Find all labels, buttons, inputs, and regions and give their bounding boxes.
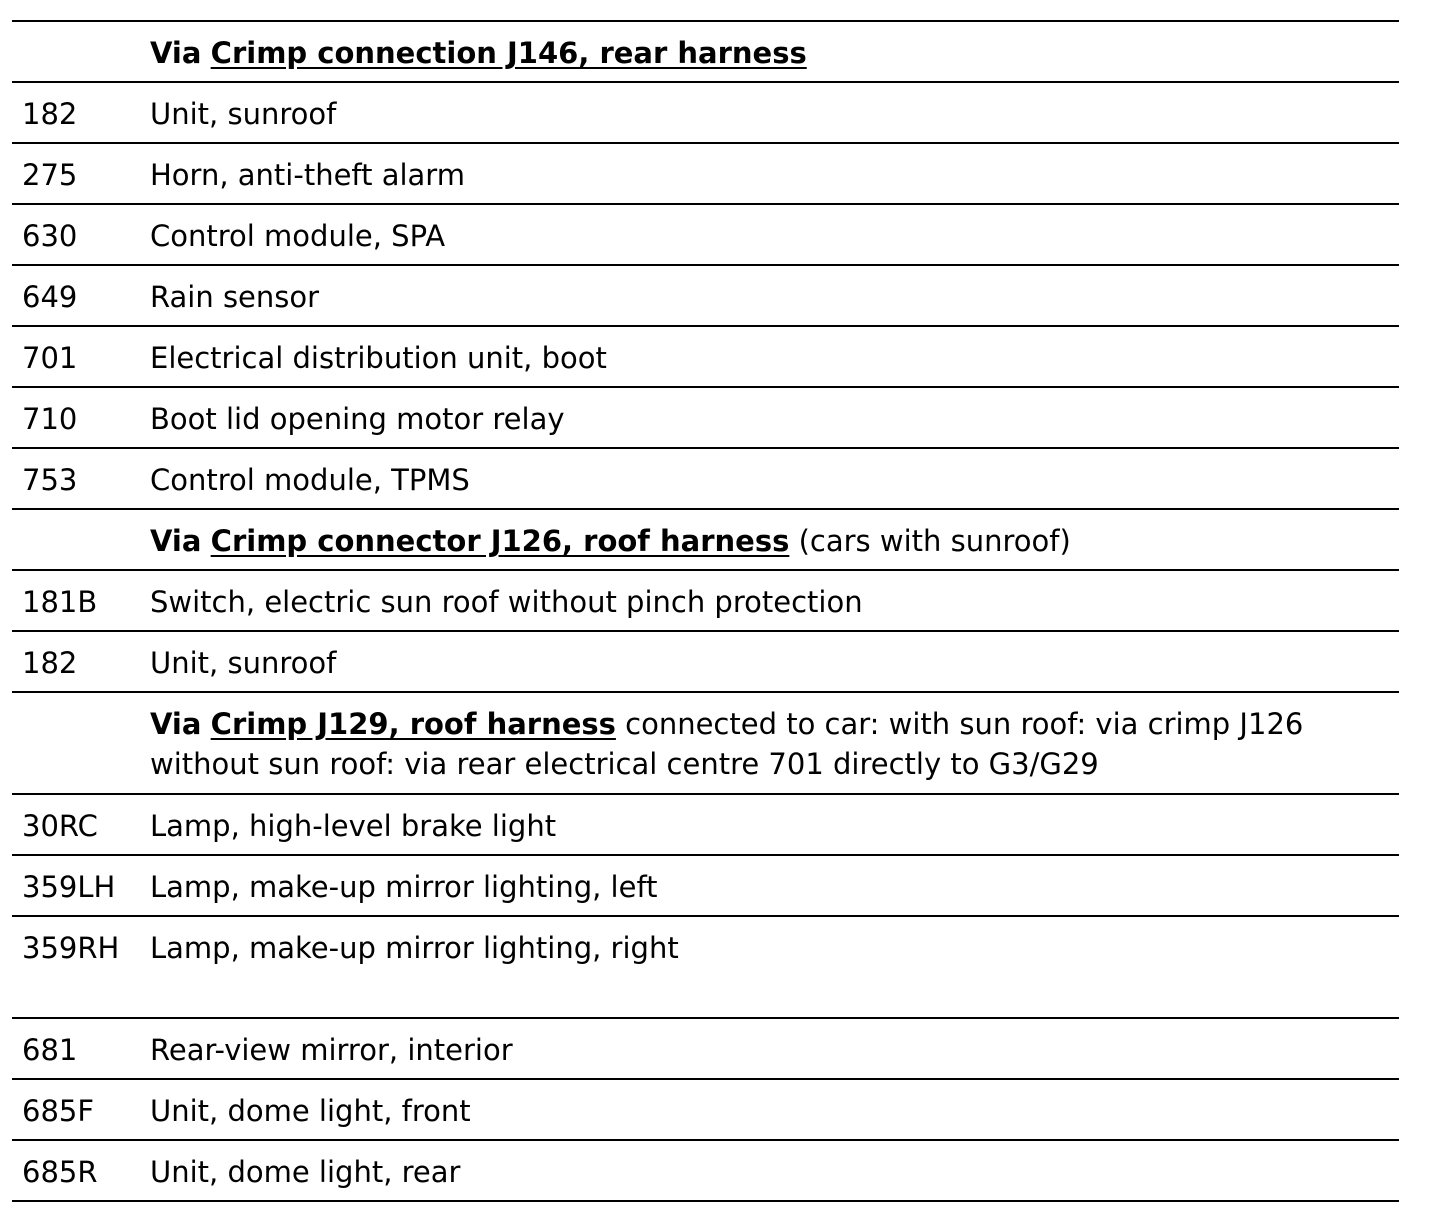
description-cell: Boot lid opening motor relay (150, 402, 565, 436)
table-row (12, 388, 1399, 449)
description-cell: Unit, sunroof (150, 97, 337, 131)
section-header-row (12, 693, 1399, 795)
description-cell: Rear-view mirror, interior (150, 1033, 513, 1067)
table-row (12, 1080, 1399, 1141)
description-cell: Switch, electric sun roof without pinch protection (150, 585, 863, 619)
connector-table (12, 20, 1399, 1202)
description-cell: Lamp, make-up mirror lighting, right (150, 931, 679, 965)
description-cell: Unit, sunroof (150, 646, 337, 680)
section-header (150, 510, 1399, 569)
section-link[interactable]: Crimp J129, roof harness (210, 707, 616, 741)
section-suffix: (cars with sunroof) (798, 524, 1071, 558)
code-cell: 685R (22, 1155, 98, 1189)
table-row (12, 1141, 1399, 1202)
table-row (12, 571, 1399, 632)
description-cell: Unit, dome light, front (150, 1094, 471, 1128)
description-cell: Electrical distribution unit, boot (150, 341, 607, 375)
table-row (12, 266, 1399, 327)
code-cell: 182 (22, 646, 78, 680)
table-row (12, 1019, 1399, 1080)
code-cell: 681 (22, 1033, 78, 1067)
section-suffix: connected to car: with sun roof: via crimp J126 without sun roof: via rear electrical centre 701 directly to G3/G29 (150, 707, 1304, 781)
description-cell: Control module, SPA (150, 219, 446, 253)
code-cell (12, 510, 150, 569)
description-cell: Horn, anti-theft alarm (150, 158, 465, 192)
table-row (12, 632, 1399, 693)
table-row (12, 795, 1399, 856)
code-cell: 685F (22, 1094, 95, 1128)
code-cell: 30RC (22, 809, 98, 843)
description-cell: Lamp, high-level brake light (150, 809, 557, 843)
code-cell: 630 (22, 219, 78, 253)
section-header-row (12, 22, 1399, 83)
code-cell: 275 (22, 158, 78, 192)
section-header (150, 22, 1399, 81)
code-cell: 701 (22, 341, 78, 375)
table-row (12, 917, 1399, 1019)
description-cell: Control module, TPMS (150, 463, 470, 497)
table-row (12, 856, 1399, 917)
code-cell (12, 693, 150, 793)
table-row (12, 144, 1399, 205)
table-row (12, 205, 1399, 266)
code-cell: 753 (22, 463, 78, 497)
section-link[interactable]: Crimp connection J146, rear harness (210, 36, 807, 70)
table-row (12, 83, 1399, 144)
section-link[interactable]: Crimp connector J126, roof harness (210, 524, 790, 558)
code-cell: 181B (22, 585, 98, 619)
section-prefix: Via (150, 524, 202, 558)
code-cell: 359LH (22, 870, 116, 904)
section-prefix: Via (150, 707, 202, 741)
section-prefix: Via (150, 36, 202, 70)
description-cell: Rain sensor (150, 280, 320, 314)
description-cell: Unit, dome light, rear (150, 1155, 461, 1189)
code-cell: 649 (22, 280, 78, 314)
description-cell: Lamp, make-up mirror lighting, left (150, 870, 658, 904)
section-header (150, 693, 1399, 793)
table-row (12, 327, 1399, 388)
section-header-row (12, 510, 1399, 571)
code-cell: 710 (22, 402, 78, 436)
table-row (12, 449, 1399, 510)
code-cell: 359RH (22, 931, 120, 965)
code-cell (12, 22, 150, 81)
code-cell: 182 (22, 97, 78, 131)
